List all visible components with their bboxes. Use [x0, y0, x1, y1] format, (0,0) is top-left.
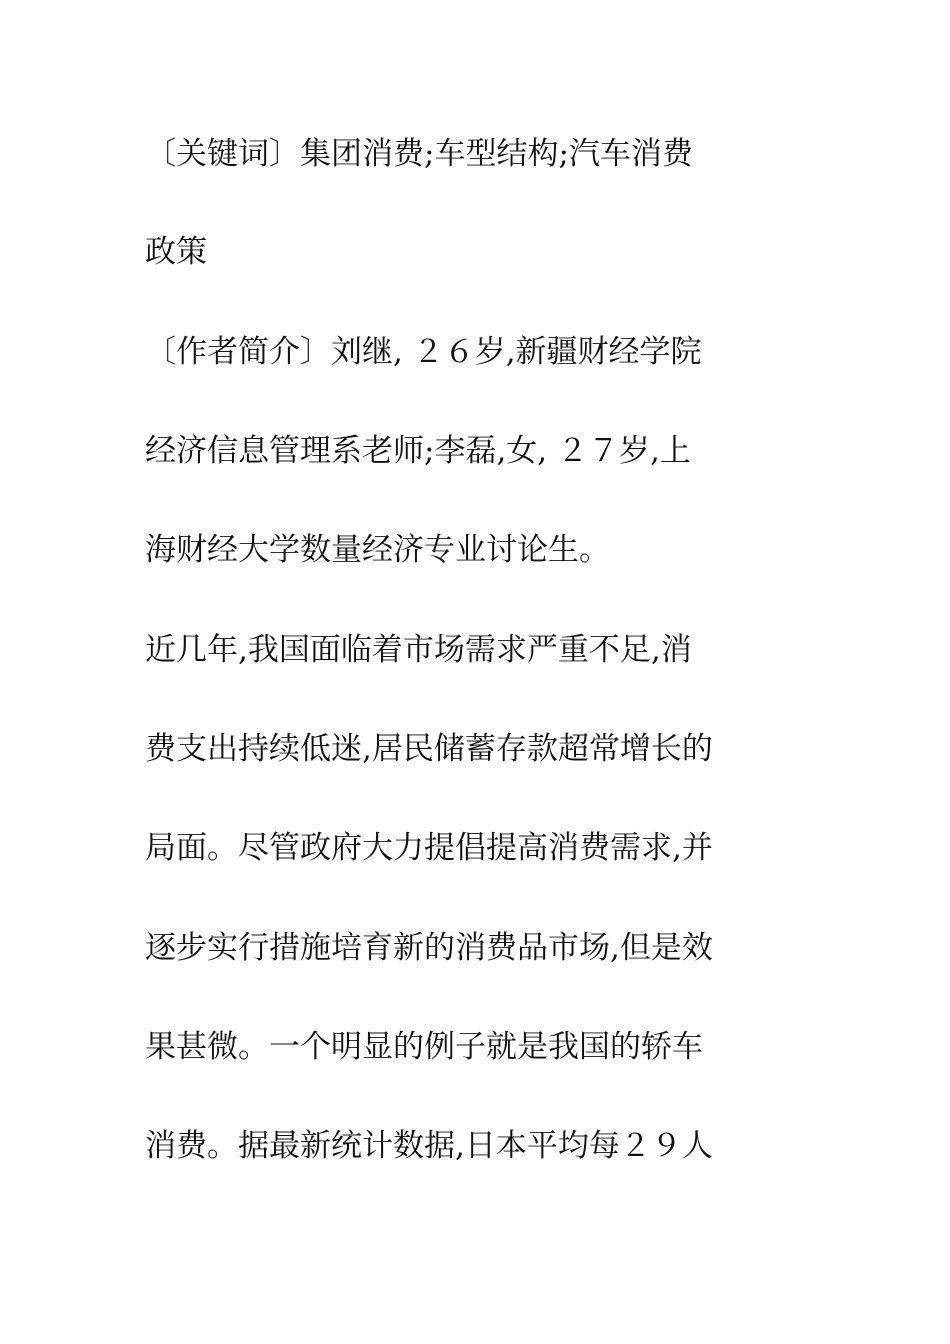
keywords-line-2: 政策 [145, 234, 207, 270]
author-line-2: 经济信息管理系老师;李磊,女, ２７岁,上 [145, 433, 691, 469]
body-line-1: 近几年,我国面临着市场需求严重不足,消 [145, 632, 692, 668]
author-line-1: 〔作者简介〕刘继, ２６岁,新疆财经学院 [145, 334, 702, 370]
author-line-3: 海财经大学数量经济专业讨论生。 [145, 532, 610, 568]
keywords-line-1: 〔关键词〕集团消费;车型结构;汽车消费 [145, 136, 693, 172]
body-line-4: 逐步实行措施培育新的消费品市场,但是效 [145, 930, 713, 966]
body-line-6: 消费。据最新统计数据,日本平均每２９人 [145, 1128, 713, 1164]
body-line-3: 局面。尽管政府大力提倡提高消费需求,并 [145, 830, 713, 866]
body-line-5: 果甚微。一个明显的例子就是我国的轿车 [145, 1029, 703, 1065]
body-line-2: 费支出持续低迷,居民储蓄存款超常增长的 [145, 731, 713, 767]
